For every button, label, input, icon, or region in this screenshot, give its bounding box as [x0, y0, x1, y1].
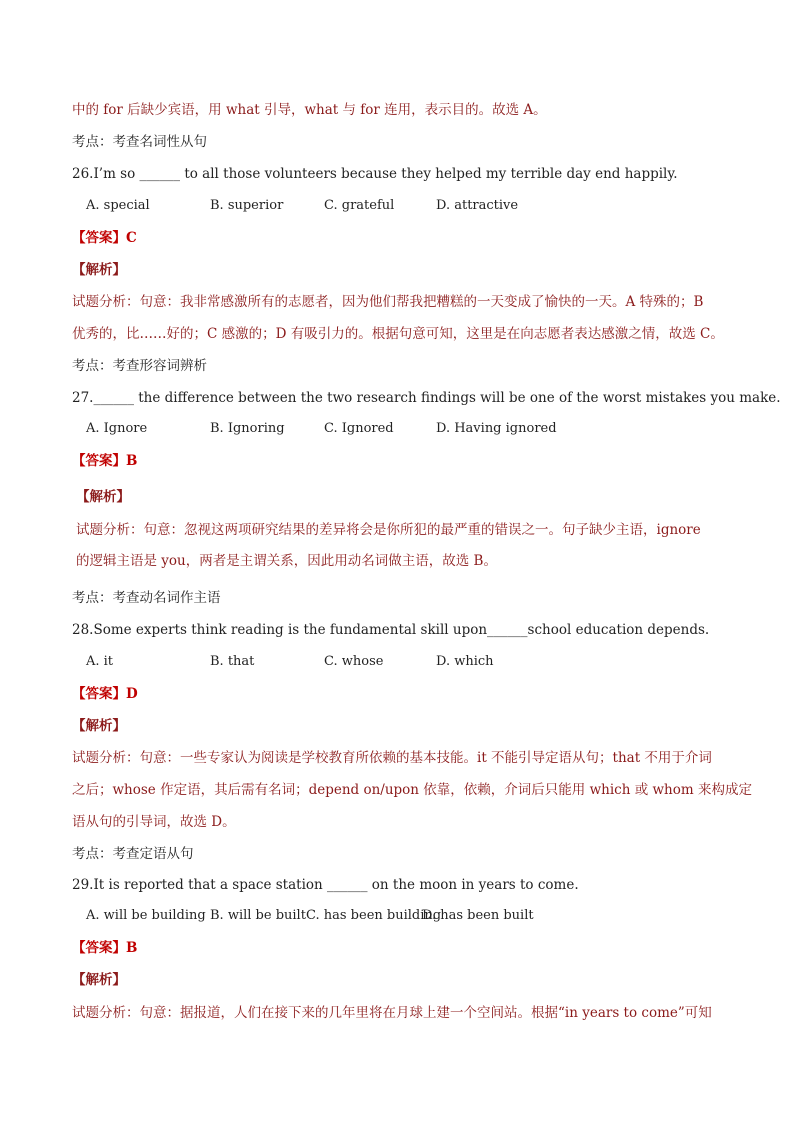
analysis-28-line1: 试题分析：句意：一些专家认为阅读是学校教育所依赖的基本技能。it 不能引导定语从句；that 不用于介词	[72, 750, 712, 766]
option-c: C. grateful	[324, 198, 395, 213]
question-26: 26.I’m so ______ to all those volunteers because they helped my terrible day end happily.	[72, 166, 678, 182]
option-d: D. attractive	[436, 198, 519, 213]
option-c: C. whose	[324, 654, 384, 669]
topic-27: 考点：考查动名词作主语	[72, 590, 221, 606]
analysis-label-26: 【解析】	[72, 262, 126, 278]
option-a: A. Ignore	[86, 421, 148, 436]
option-a: A. special	[86, 198, 150, 213]
option-b: B. that	[210, 654, 255, 669]
answer-28: 【答案】D	[72, 686, 138, 702]
question-27: 27.______ the difference between the two research findings will be one of the worst mistakes you make.	[72, 390, 781, 406]
option-d: D. Having ignored	[436, 421, 557, 436]
question-28: 28.Some experts think reading is the fundamental skill upon______school education depends.	[72, 622, 710, 638]
topic-28: 考点：考查定语从句	[72, 846, 194, 862]
text-line: 中的 for 后缺少宾语，用 what 引导，what 与 for 连用，表示目的。故选 A。	[72, 102, 547, 118]
analysis-27-line1: 试题分析：句意：忽视这两项研究结果的差异将会是你所犯的最严重的错误之一。句子缺少主语，ignore	[76, 522, 701, 538]
option-a: A. will be building	[86, 908, 206, 923]
option-b: B. Ignoring	[210, 421, 285, 436]
option-d: D. has been built	[422, 908, 534, 923]
topic-line: 考点：考查名词性从句	[72, 134, 207, 150]
analysis-label-29: 【解析】	[72, 972, 126, 988]
analysis-26-line1: 试题分析：句意：我非常感激所有的志愿者，因为他们帮我把糟糕的一天变成了愉快的一天。A 特殊的；B	[72, 294, 704, 310]
topic-26: 考点：考查形容词辨析	[72, 358, 207, 374]
option-d: D. which	[436, 654, 494, 669]
answer-26: 【答案】C	[72, 230, 137, 246]
option-b: B. will be built	[210, 908, 306, 923]
option-c: C. has been building	[306, 908, 442, 923]
question-29: 29.It is reported that a space station ______ on the moon in years to come.	[72, 877, 579, 893]
option-a: A. it	[86, 654, 114, 669]
analysis-28-line2: 之后；whose 作定语，其后需有名词；depend on/upon 依靠，依赖，介词后只能用 which 或 whom 来构成定	[72, 782, 752, 798]
analysis-label-27: 【解析】	[76, 489, 130, 505]
analysis-28-line3: 语从句的引导词，故选 D。	[72, 814, 236, 830]
answer-29: 【答案】B	[72, 940, 138, 956]
option-c: C. Ignored	[324, 421, 394, 436]
analysis-26-line2: 优秀的，比……好的；C 感激的；D 有吸引力的。根据句意可知，这里是在向志愿者表达感激之情，故选 C。	[72, 326, 724, 342]
option-b: B. superior	[210, 198, 284, 213]
analysis-29-line1: 试题分析：句意：据报道，人们在接下来的几年里将在月球上建一个空间站。根据“in years to come”可知	[72, 1005, 712, 1021]
analysis-label-28: 【解析】	[72, 718, 126, 734]
analysis-27-line2: 的逻辑主语是 you，两者是主谓关系，因此用动名词做主语，故选 B。	[76, 553, 497, 569]
answer-27: 【答案】B	[72, 453, 138, 469]
